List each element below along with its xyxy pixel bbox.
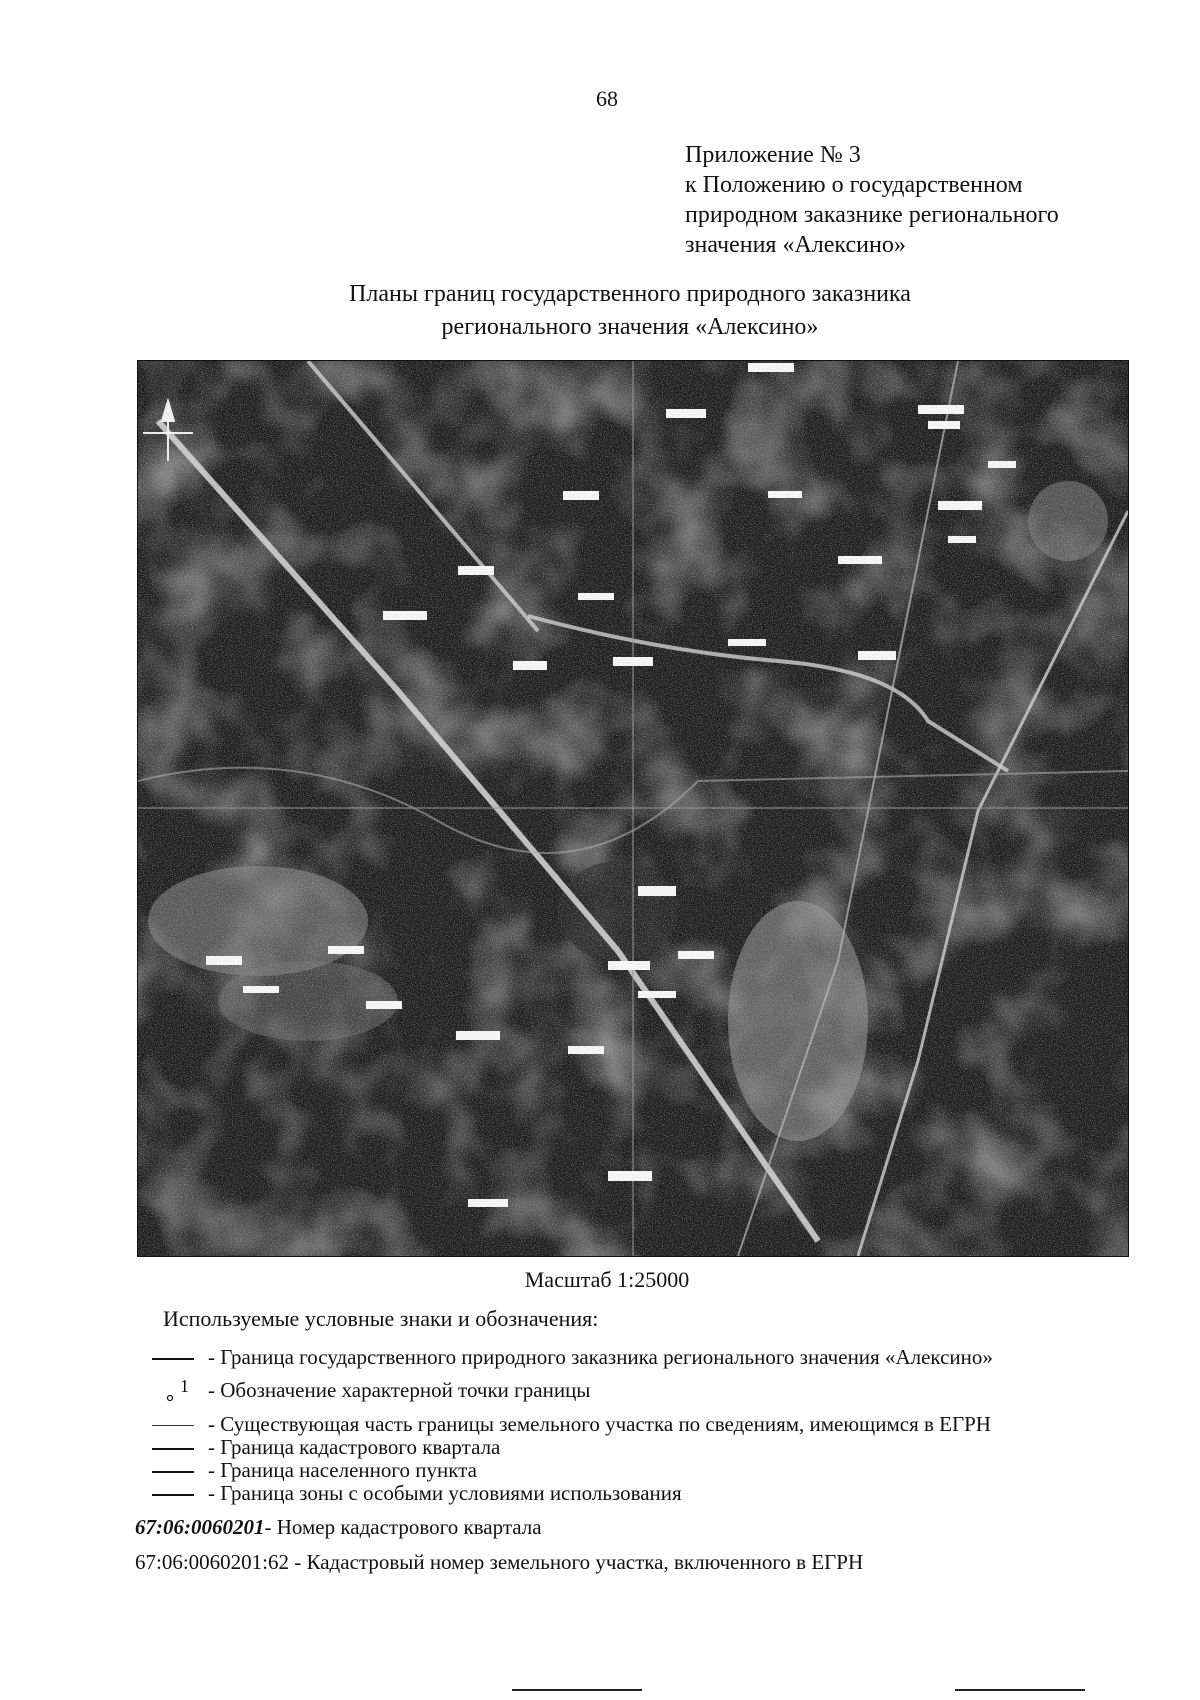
satellite-map-image	[138, 361, 1128, 1256]
legend-item-text: - Граница кадастрового квартала	[208, 1435, 501, 1459]
appendix-line-2: к Положению о государственном	[685, 172, 1023, 198]
appendix-heading	[685, 140, 1059, 260]
legend-item-text: - Граница зоны с особыми условиями использования	[208, 1481, 682, 1505]
point-number: 1	[180, 1375, 189, 1396]
cadastral-quarter-code: 67:06:0060201	[135, 1515, 265, 1539]
appendix-line-1: Приложение № 3	[685, 142, 861, 168]
boundary-point-symbol	[150, 1375, 196, 1398]
cadastral-quarter-desc: - Номер кадастрового квартала	[264, 1515, 542, 1539]
legend-item-text: - Обозначение характерной точки границы	[208, 1378, 591, 1402]
legend-item-cadastral-quarter	[150, 1435, 500, 1460]
special-zone-line-symbol	[150, 1487, 196, 1501]
legend-item-text: - Граница населенного пункта	[208, 1458, 477, 1482]
page-number: 68	[596, 86, 618, 111]
legend-item-text: - Граница государственного природного заказника регионального значения «Алексино»	[208, 1345, 993, 1369]
scale-text: Масштаб 1:25000	[524, 1267, 690, 1292]
legend-item-special-zone	[150, 1481, 682, 1506]
cadastral-quarter-line-symbol	[150, 1441, 196, 1455]
cadastral-parcel-code: 67:06:0060201:62	[135, 1550, 290, 1574]
boundary-map	[137, 360, 1129, 1257]
legend-item-boundary-point	[150, 1375, 591, 1403]
parcel-boundary-line-symbol	[150, 1418, 196, 1432]
legend-item-reserve-boundary	[150, 1345, 993, 1370]
map-point-label: 1	[723, 670, 728, 679]
title-line-1: Планы границ государственного природного заказника	[349, 281, 911, 307]
document-title	[0, 278, 1200, 344]
appendix-line-4: значения «Алексино»	[685, 232, 906, 258]
scan-artifact	[955, 1689, 1085, 1691]
cadastral-parcel-desc: - Кадастровый номер земельного участка, включенного в ЕГРН	[289, 1550, 864, 1574]
legend-item-settlement-boundary	[150, 1458, 477, 1483]
title-line-2: регионального значения «Алексино»	[441, 314, 819, 340]
scan-artifact	[512, 1689, 642, 1691]
legend-item-text: - Существующая часть границы земельного участка по сведениям, имеющимся в ЕГРН	[208, 1412, 991, 1436]
reserve-boundary-line-symbol	[150, 1351, 196, 1365]
legend-item-parcel-boundary	[150, 1412, 991, 1437]
legend-heading: Используемые условные знаки и обозначения:	[163, 1306, 599, 1331]
appendix-line-3: природном заказнике регионального	[685, 202, 1059, 228]
settlement-boundary-line-symbol	[150, 1464, 196, 1478]
cadastral-parcel-note	[135, 1550, 863, 1575]
cadastral-quarter-note	[135, 1515, 542, 1540]
